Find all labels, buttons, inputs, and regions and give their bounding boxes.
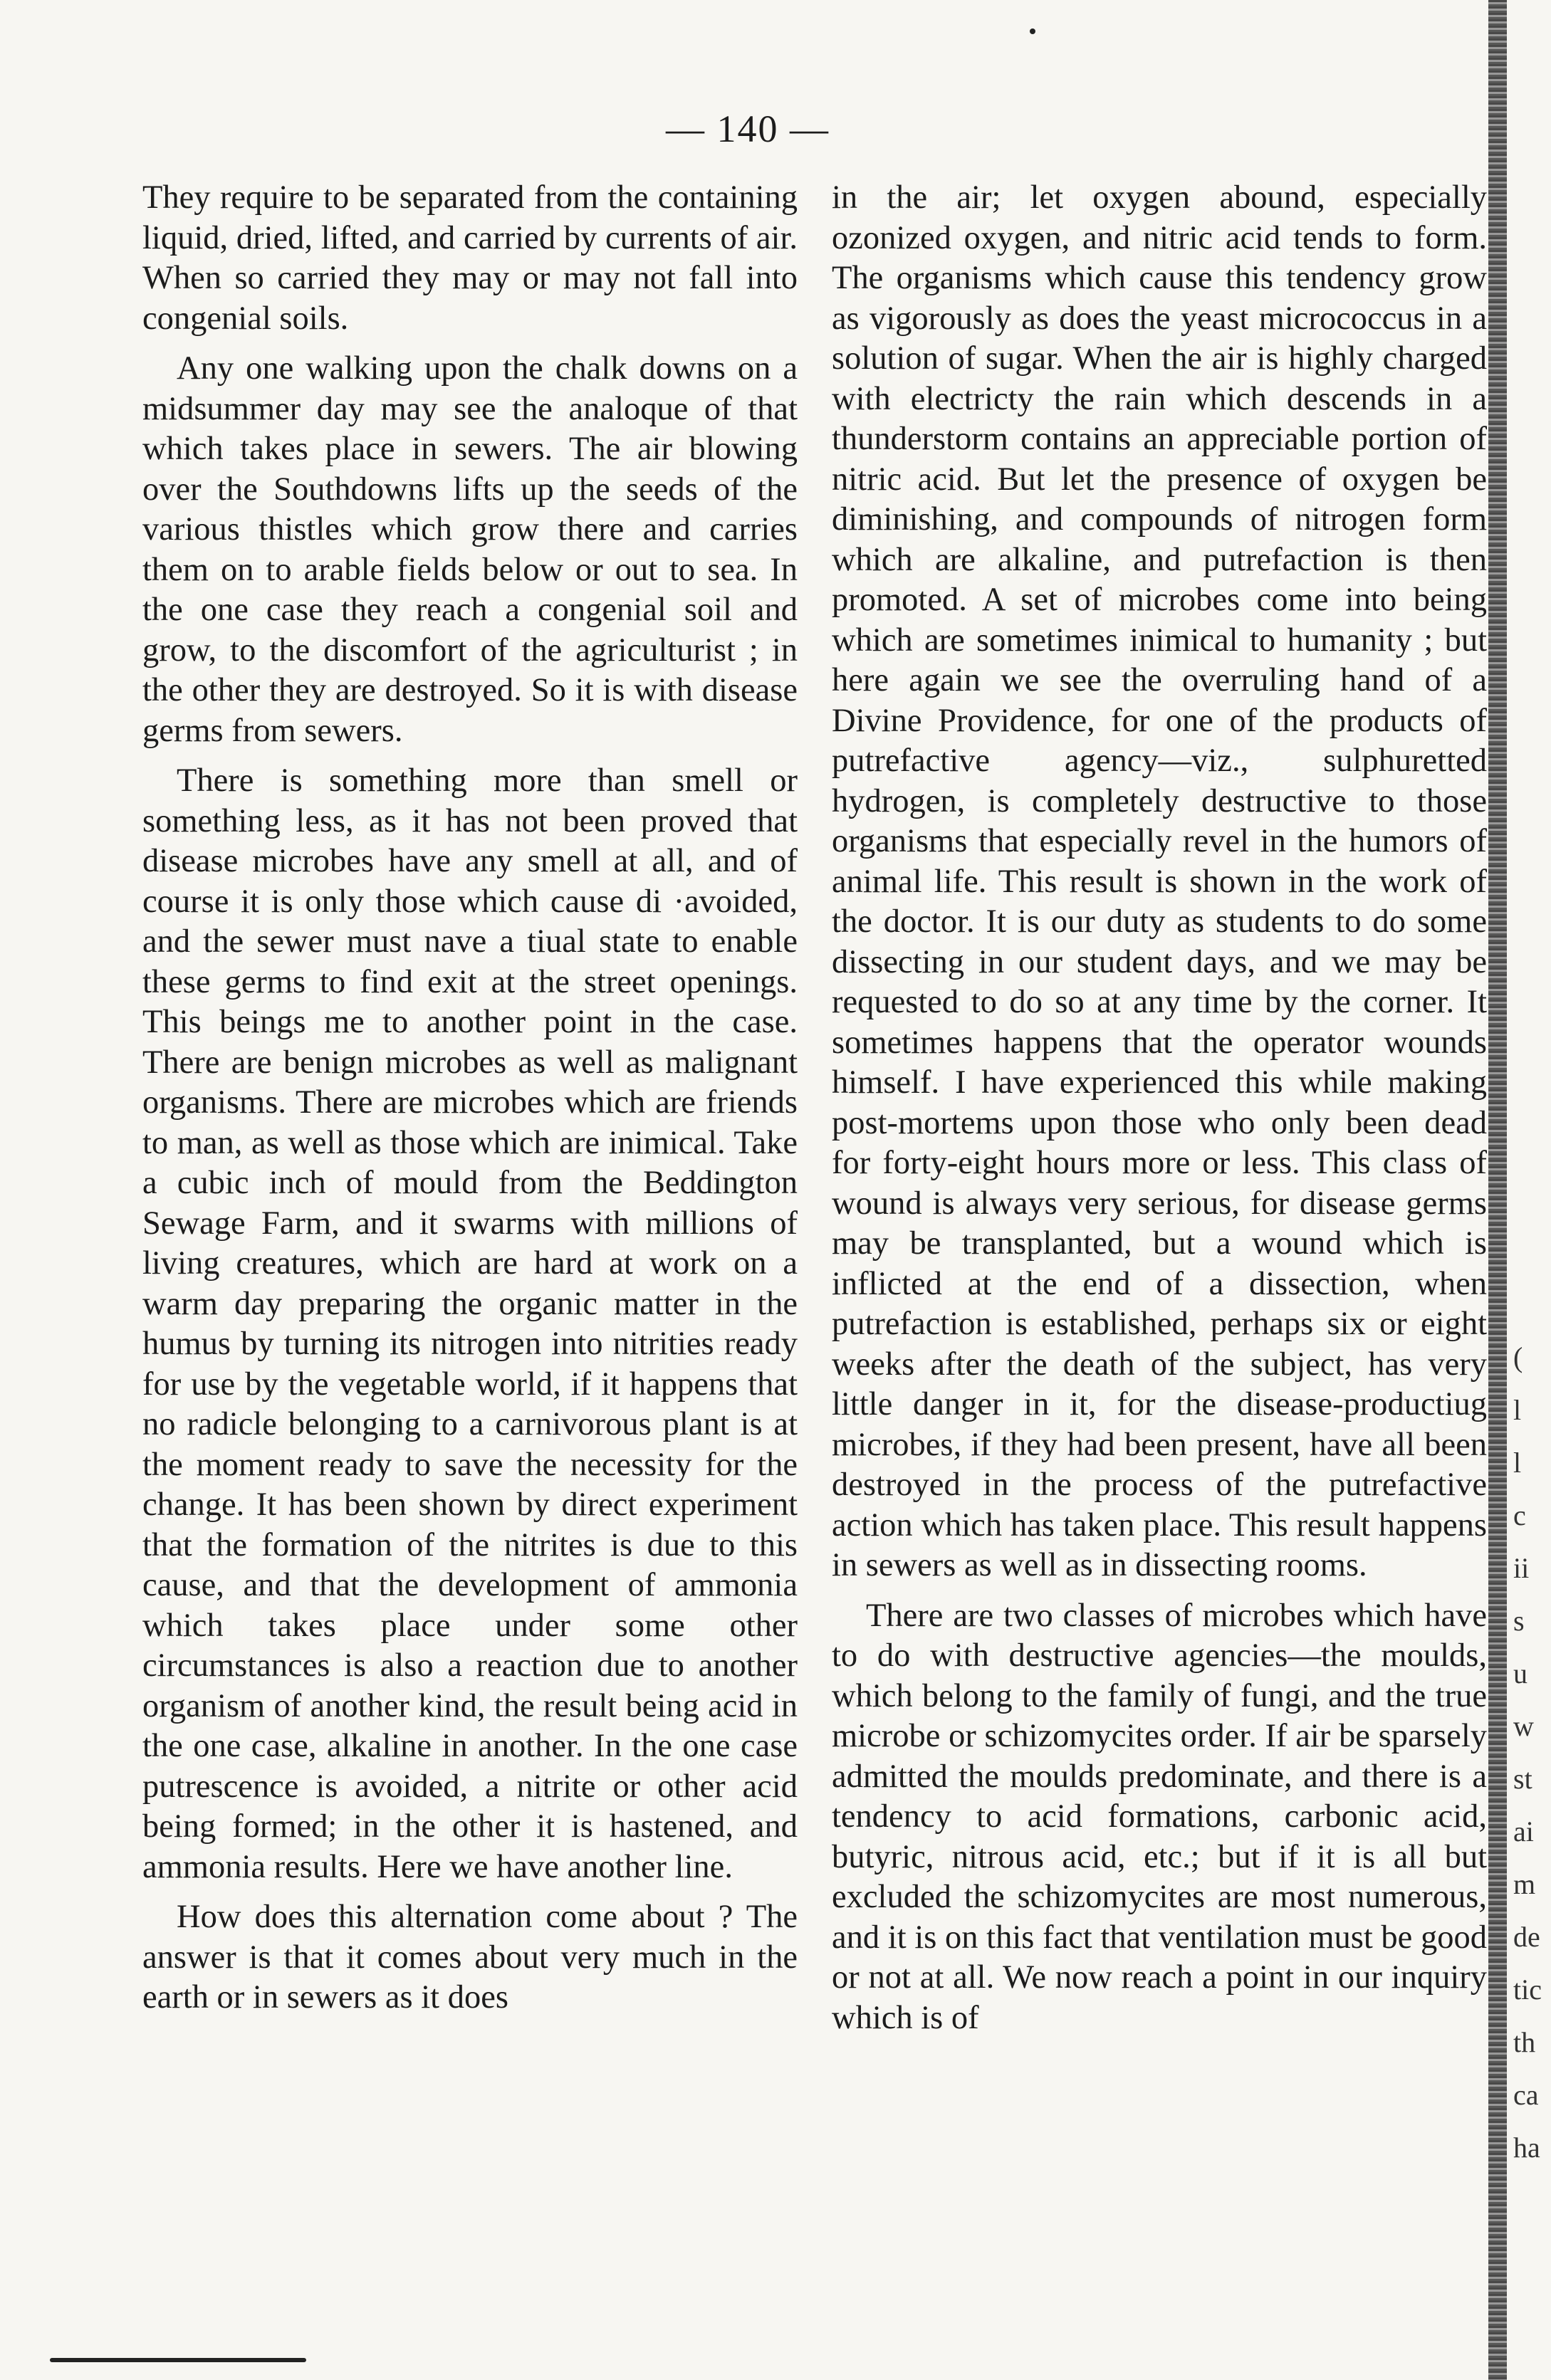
margin-fragment: c bbox=[1513, 1499, 1526, 1531]
margin-fragment: tic bbox=[1513, 1973, 1542, 2006]
left-paragraph-1: They require to be separated from the containing liquid, dried, lifted, and carried by currents of air. When so carried they may or may not fall into congenial soils. bbox=[142, 179, 798, 337]
stray-ink-mark bbox=[1030, 28, 1035, 34]
margin-fragment: de bbox=[1513, 1921, 1540, 1953]
margin-fragment: ( bbox=[1513, 1341, 1523, 1373]
margin-fragment: ha bbox=[1513, 2132, 1540, 2164]
margin-fragment: u bbox=[1513, 1657, 1528, 1689]
margin-fragment: th bbox=[1513, 2026, 1536, 2058]
right-paragraph-2: There are two classes of microbes which have to do with destructive agencies—the moulds, which belong to the family of fungi, and the true microbe or schizomycites order. If air be sparsely admitted the moulds predominate, and there is a tendency to acid formations, carbonic acid, butyric, nitrous acid, etc.; but if it is all but excluded the schizomycites are most numerous, and it is on this fact that ventilation must be good or not at all. We now reach a point in our inquiry which is of bbox=[832, 1597, 1487, 2036]
left-paragraph-3: There is something more than smell or something less, as it has not been proved that disease microbes have any smell at all, and of course it is only those which cause di ·avoided, and the sewer must nave a tiual state to enable these germs to find exit at the street openings. This beings me to another point in the case. There are benign microbes as well as malignant organisms. There are microbes which are friends to man, as well as those which are inimical. Take a cubic inch of mould from the Beddington Sewage Farm, and it swarms with millions of living creatures, which are hard at work on a warm day preparing the organic matter in the humus by turning its nitrogen into nitrities ready for use by the vegetable world, if it happens that no radicle belonging to a carnivorous plant is at the moment ready to save the necessity for the change. It has been shown by direct experiment that the formation of the nitrites is due to this cause, and that the development of ammonia which takes place under some other circumstances is also a reaction due to another organism of another kind, the result being acid in the one case, alkaline in another. In the one case putrescence is avoided, a nitrite or other acid being formed; in the other it is hastened, and ammonia results. Here we have another line. bbox=[142, 762, 798, 1885]
right-paragraph-1: in the air; let oxygen abound, especially ozonized oxygen, and nitric acid tends to form. The organisms which cause this tendency grow as vigorously as does the yeast micrococcus in a solution of sugar. When the air is highly charged with electricty the rain which descends in a thunderstorm contains an appreciable portion of nitric acid. But let the presence of oxygen be diminishing, and compounds of nitrogen form which are alkaline, and putrefaction is then promoted. A set of microbes come into being which are sometimes inimical to humanity ; but here again we see the overruling hand of a Divine Providence, for one of the products of putrefactive agency—viz., sulphuretted hydrogen, is completely destructive to those organisms that especially revel in the humors of animal life. This result is shown in the work of the doctor. It is our duty as students to do some dissecting in our student days, and we may be requested to do so at any time by the corner. It sometimes happens that the operator wounds himself. I have experienced this while making post-mortems upon those who only been dead for forty-eight hours more or less. This class of wound is always very serious, for disease germs may be transplanted, but a wound which is inflicted at the end of a dissection, when putrefaction is established, perhaps six or eight weeks after the death of the subject, has very little danger in it, for the disease-productiug microbes, if they had been present, have all been destroyed in the process of the putrefactive action which has taken place. This result happens in sewers as well as in dissecting rooms. bbox=[832, 179, 1487, 1583]
bottom-rule-mark bbox=[50, 2358, 306, 2362]
margin-fragment: w bbox=[1513, 1710, 1534, 1742]
left-paragraph-2: Any one walking upon the chalk downs on a midsummer day may see the analoque of that which takes place in sewers. The air blowing over the Southdowns lifts up the seeds of the various thistles which grow there and carries them on to arable fields below or out to sea. In the one case they reach a congenial soil and grow, to the discomfort of the agriculturist ; in the other they are destroyed. So it is with disease germs from sewers. bbox=[142, 350, 798, 749]
margin-fragment: ca bbox=[1513, 2079, 1539, 2111]
margin-fragment: ii bbox=[1513, 1552, 1530, 1584]
right-column bbox=[832, 178, 1487, 2048]
margin-fragment: s bbox=[1513, 1605, 1525, 1637]
left-paragraph-4: How does this alternation come about ? The answer is that it comes about very much in the earth or in sewers as it does bbox=[142, 1899, 798, 2015]
adjacent-page-fragments bbox=[1513, 1331, 1549, 2174]
page-number: — 140 — bbox=[666, 108, 830, 150]
margin-fragment: l bbox=[1513, 1394, 1522, 1426]
margin-fragment: st bbox=[1513, 1763, 1532, 1795]
binding-edge-shadow bbox=[1488, 0, 1507, 2380]
margin-fragment: m bbox=[1513, 1868, 1536, 1900]
left-column bbox=[142, 178, 798, 2028]
margin-fragment: ai bbox=[1513, 1815, 1534, 1847]
margin-fragment: l bbox=[1513, 1447, 1522, 1479]
